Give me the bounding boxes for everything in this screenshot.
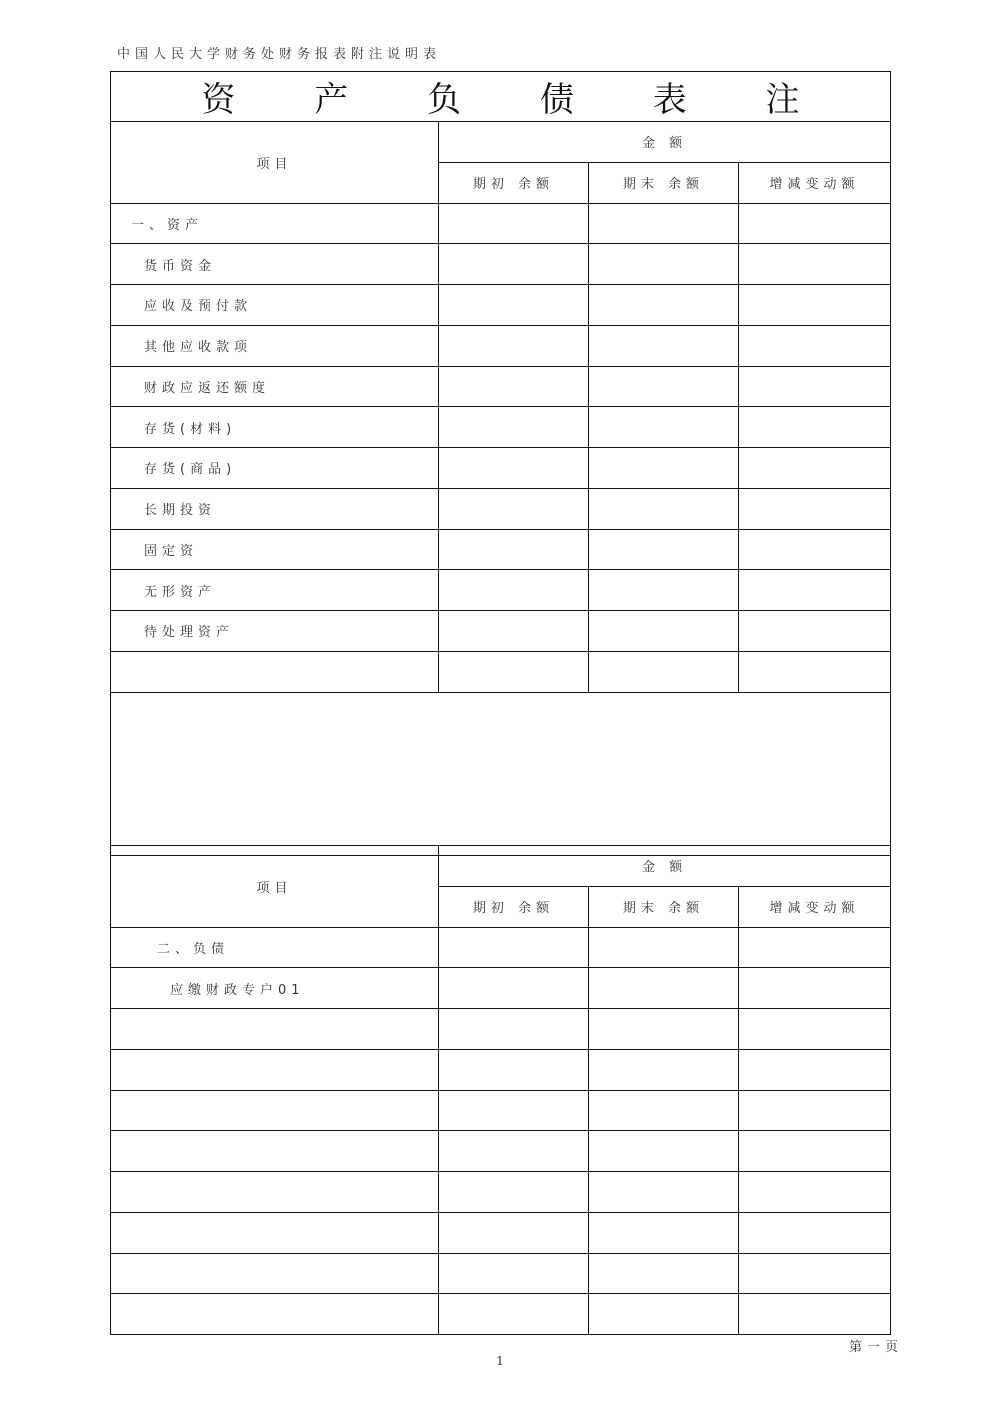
table-row (111, 203, 891, 244)
value-cell (739, 1253, 891, 1294)
value-cell (589, 1172, 739, 1213)
value-cell (589, 651, 739, 692)
table-row (111, 325, 891, 366)
table-row (111, 1009, 891, 1050)
column-header-closing-balance: 期末 余额 (589, 162, 739, 203)
column-header-change: 增减变动额 (739, 886, 891, 927)
value-cell (439, 611, 589, 652)
value-cell (589, 968, 739, 1009)
table-row (111, 1294, 891, 1335)
row-label: 二、负债 (111, 927, 439, 968)
value-cell (739, 529, 891, 570)
value-cell (439, 570, 589, 611)
amount-group-header: 金 额 (439, 846, 891, 887)
row-label: 无形资产 (111, 570, 439, 611)
value-cell (439, 1131, 589, 1172)
value-cell (439, 1090, 589, 1131)
table-row (111, 1131, 891, 1172)
column-header-opening-balance: 期初 余额 (439, 162, 589, 203)
table-row (111, 968, 891, 1009)
table-row (111, 570, 891, 611)
value-cell (589, 285, 739, 326)
value-cell (589, 203, 739, 244)
value-cell (589, 1090, 739, 1131)
value-cell (739, 203, 891, 244)
table-row (111, 611, 891, 652)
row-label (111, 1294, 439, 1335)
value-cell (739, 407, 891, 448)
value-cell (439, 407, 589, 448)
value-cell (589, 570, 739, 611)
row-label (111, 1009, 439, 1050)
value-cell (439, 968, 589, 1009)
value-cell (589, 407, 739, 448)
table-row (111, 244, 891, 285)
value-cell (439, 1009, 589, 1050)
value-cell (739, 488, 891, 529)
value-cell (439, 448, 589, 489)
liabilities-notes-table (110, 845, 891, 1335)
table-row (111, 927, 891, 968)
row-label: 存货(商品) (111, 448, 439, 489)
row-label (111, 1253, 439, 1294)
value-cell (439, 651, 589, 692)
value-cell (439, 1212, 589, 1253)
value-cell (739, 244, 891, 285)
value-cell (589, 244, 739, 285)
value-cell (739, 1009, 891, 1050)
row-label: 一、资产 (111, 203, 439, 244)
row-label: 财政应返还额度 (111, 366, 439, 407)
value-cell (739, 1131, 891, 1172)
value-cell (439, 244, 589, 285)
table-row (111, 1253, 891, 1294)
value-cell (589, 1212, 739, 1253)
value-cell (589, 1253, 739, 1294)
row-label (111, 1090, 439, 1131)
value-cell (739, 448, 891, 489)
item-column-header: 项目 (111, 846, 439, 928)
item-column-header: 项目 (111, 122, 439, 204)
value-cell (439, 366, 589, 407)
footer-text: 第一页 (849, 1340, 904, 1355)
table-row (111, 1090, 891, 1131)
table-row (111, 488, 891, 529)
page-number: 1 (496, 1354, 504, 1368)
value-cell (739, 570, 891, 611)
row-label (111, 651, 439, 692)
value-cell (739, 651, 891, 692)
column-header-opening-balance: 期初 余额 (439, 886, 589, 927)
value-cell (589, 1009, 739, 1050)
table-row (111, 366, 891, 407)
row-label: 固定资 (111, 529, 439, 570)
value-cell (439, 285, 589, 326)
value-cell (439, 529, 589, 570)
value-cell (739, 1049, 891, 1090)
value-cell (739, 325, 891, 366)
amount-group-header: 金 额 (439, 122, 891, 163)
value-cell (589, 611, 739, 652)
value-cell (739, 1294, 891, 1335)
value-cell (439, 1172, 589, 1213)
value-cell (589, 448, 739, 489)
value-cell (439, 1049, 589, 1090)
value-cell (739, 927, 891, 968)
value-cell (439, 927, 589, 968)
value-cell (439, 488, 589, 529)
row-label: 应收及预付款 (111, 285, 439, 326)
row-label: 存货(材料) (111, 407, 439, 448)
value-cell (589, 366, 739, 407)
row-label (111, 1131, 439, 1172)
table-row (111, 407, 891, 448)
value-cell (589, 1049, 739, 1090)
row-label: 长期投资 (111, 488, 439, 529)
row-label: 待处理资产 (111, 611, 439, 652)
notes-blank-area (111, 692, 891, 855)
value-cell (589, 1294, 739, 1335)
document-header: 中国人民大学财务处财务报表附注说明表 (117, 47, 442, 62)
value-cell (439, 1253, 589, 1294)
value-cell (589, 325, 739, 366)
value-cell (739, 1090, 891, 1131)
row-label: 货币资金 (111, 244, 439, 285)
value-cell (739, 968, 891, 1009)
value-cell (589, 927, 739, 968)
value-cell (739, 366, 891, 407)
table-row (111, 529, 891, 570)
value-cell (589, 488, 739, 529)
row-label: 其他应收款项 (111, 325, 439, 366)
value-cell (439, 1294, 589, 1335)
value-cell (439, 203, 589, 244)
balance-sheet-notes-table (110, 71, 891, 856)
table-row (111, 1212, 891, 1253)
row-label (111, 1212, 439, 1253)
table-row (111, 1049, 891, 1090)
value-cell (589, 529, 739, 570)
row-label (111, 1049, 439, 1090)
column-header-change: 增减变动额 (739, 162, 891, 203)
value-cell (739, 1172, 891, 1213)
value-cell (739, 285, 891, 326)
value-cell (739, 611, 891, 652)
row-label: 应缴财政专户01 (111, 968, 439, 1009)
table-row (111, 1172, 891, 1213)
row-label (111, 1172, 439, 1213)
column-header-closing-balance: 期末 余额 (589, 886, 739, 927)
table-title: 资 产 负 债 表 注 (111, 72, 891, 122)
value-cell (589, 1131, 739, 1172)
table-row (111, 651, 891, 692)
value-cell (439, 325, 589, 366)
table-row (111, 448, 891, 489)
table-row (111, 285, 891, 326)
value-cell (739, 1212, 891, 1253)
